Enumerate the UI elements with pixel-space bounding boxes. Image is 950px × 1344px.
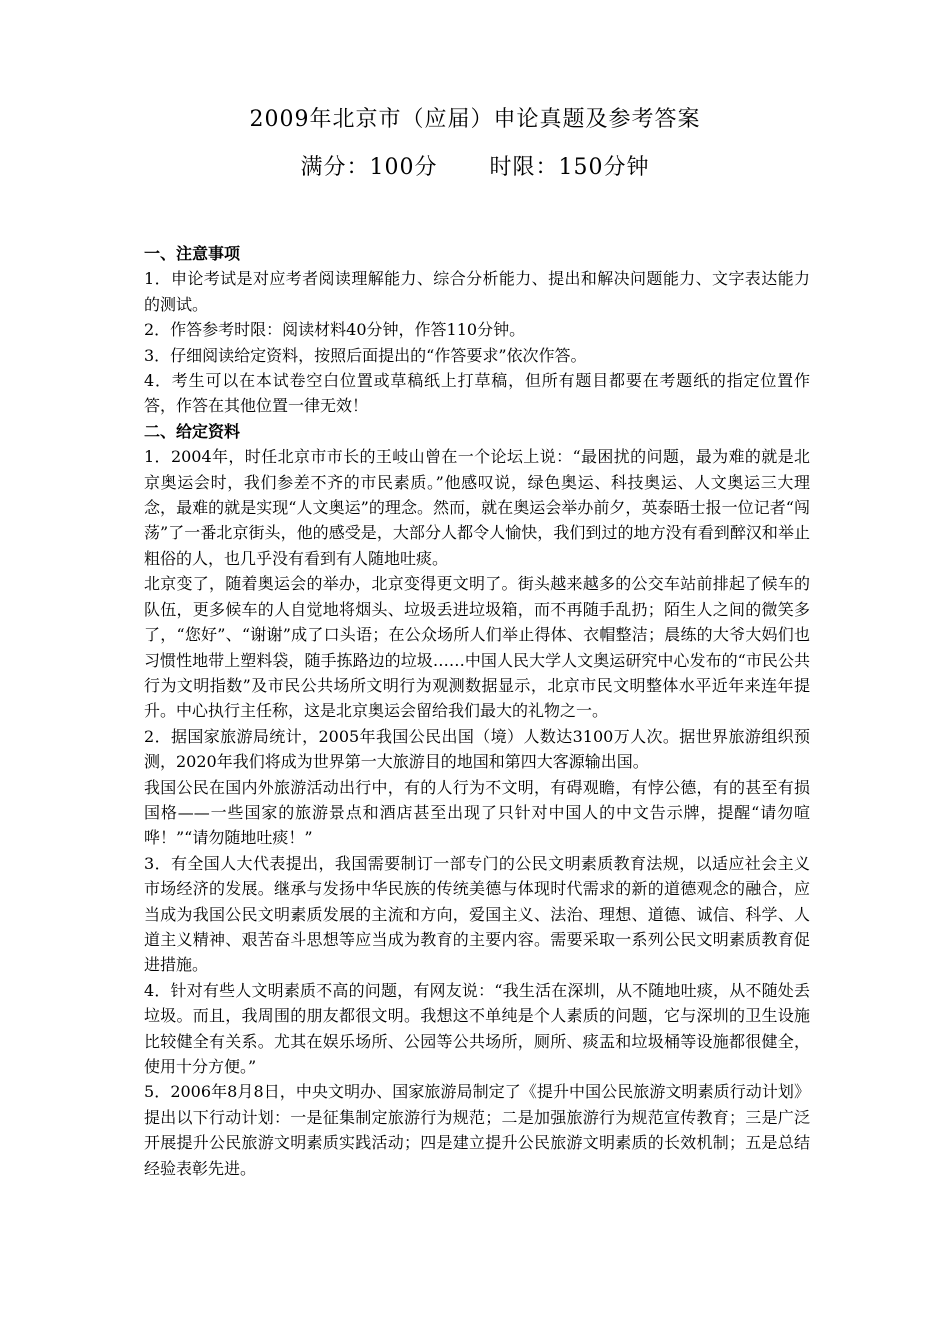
- material-paragraph: 我国公民在国内外旅游活动出行中，有的人行为不文明，有碍观瞻，有悖公德，有的甚至有损国格——一些国家的旅游景点和酒店甚至出现了只针对中国人的中文告示牌，提醒“请勿喧哗！”“请勿随地吐痰！”: [144, 777, 810, 848]
- full-score: 满分：100分: [300, 155, 438, 180]
- material-paragraph: 4．针对有些人文明素质不高的问题，有网友说：“我生活在深圳，从不随地吐痰，从不随处丢垃圾。而且，我周围的朋友都很文明。我想这不单纯是个人素质的问题，它与深圳的卫生设施比较健全有关系。尤其在娱乐场所、公园等公共场所，厕所、痰盂和垃圾桶等设施都很健全，使用十分方便。”: [144, 980, 810, 1076]
- exam-info: [0, 150, 950, 181]
- notice-item: 4．考生可以在本试卷空白位置或草稿纸上打草稿，但所有题目都要在考题纸的指定位置作答，作答在其他位置一律无效！: [144, 371, 810, 416]
- section-heading-materials: 二、给定资料: [144, 421, 241, 441]
- time-limit: 时限：150分钟: [489, 155, 650, 180]
- material-paragraph: 3．有全国人大代表提出，我国需要制订一部专门的公民文明素质教育法规，以适应社会主义市场经济的发展。继承与发扬中华民族的传统美德与体现时代需求的新的道德观念的融合，应当成为我国公民文明素质发展的主流和方向，爱国主义、法治、理想、道德、诚信、科学、人道主义精神、艰苦奋斗思想等应当成为教育的主要内容。需要采取一系列公民文明素质教育促进措施。: [144, 853, 810, 975]
- material-paragraph: 2．据国家旅游局统计，2005年我国公民出国（境）人数达3100万人次。据世界旅游组织预测，2020年我们将成为世界第一大旅游目的地国和第四大客源输出国。: [144, 726, 810, 772]
- document-title: 2009年北京市（应届）申论真题及参考答案: [249, 107, 701, 132]
- section-heading-notes: 一、注意事项: [144, 244, 241, 263]
- material-paragraph: 北京变了，随着奥运会的举办，北京变得更文明了。街头越来越多的公交车站前排起了候车的队伍，更多候车的人自觉地将烟头、垃圾丢进垃圾箱，而不再随手乱扔；陌生人之间的微笑多了，“您好”、“谢谢”成了口头语；在公众场所人们举止得体、衣帽整洁；晨练的大爷大妈们也习惯性地带上塑料袋，随手拣路边的垃圾……中国人民大学人文奥运研究中心发布的“市民公共行为文明指数”及市民公共场所文明行为观测数据显示，北京市民文明整体水平近年来连年提升。中心执行主任称，这是北京奥运会留给我们最大的礼物之一。: [144, 574, 810, 721]
- notice-item: 3．仔细阅读给定资料，按照后面提出的“作答要求”依次作答。: [144, 345, 587, 365]
- notice-item: 1．申论考试是对应考者阅读理解能力、综合分析能力、提出和解决问题能力、文字表达能力的测试。: [144, 269, 810, 314]
- document-body: [144, 241, 810, 1181]
- notice-item: 2．作答参考时限：阅读材料40分钟，作答110分钟。: [144, 320, 526, 340]
- material-paragraph: 5．2006年8月8日，中央文明办、国家旅游局制定了《提升中国公民旅游文明素质行动计划》提出以下行动计划：一是征集制定旅游行为规范；二是加强旅游行为规范宣传教育；三是广泛开展提升公民旅游文明素质实践活动；四是建立提升公民旅游文明素质的长效机制；五是总结经验表彰先进。: [144, 1082, 810, 1178]
- material-paragraph: 1．2004年，时任北京市市长的王岐山曾在一个论坛上说：“最困扰的问题，最为难的就是北京奥运会时，我们参差不齐的市民素质。”他感叹说，绿色奥运、科技奥运、人文奥运三大理念，最难的就是实现“人文奥运”的理念。然而，就在奥运会举办前夕，英泰晤士报一位记者“闯荡”了一番北京街头，他的感受是，大部分人都令人愉快，我们到过的地方没有看到醉汉和举止粗俗的人，也几乎没有看到有人随地吐痰。: [144, 447, 810, 568]
